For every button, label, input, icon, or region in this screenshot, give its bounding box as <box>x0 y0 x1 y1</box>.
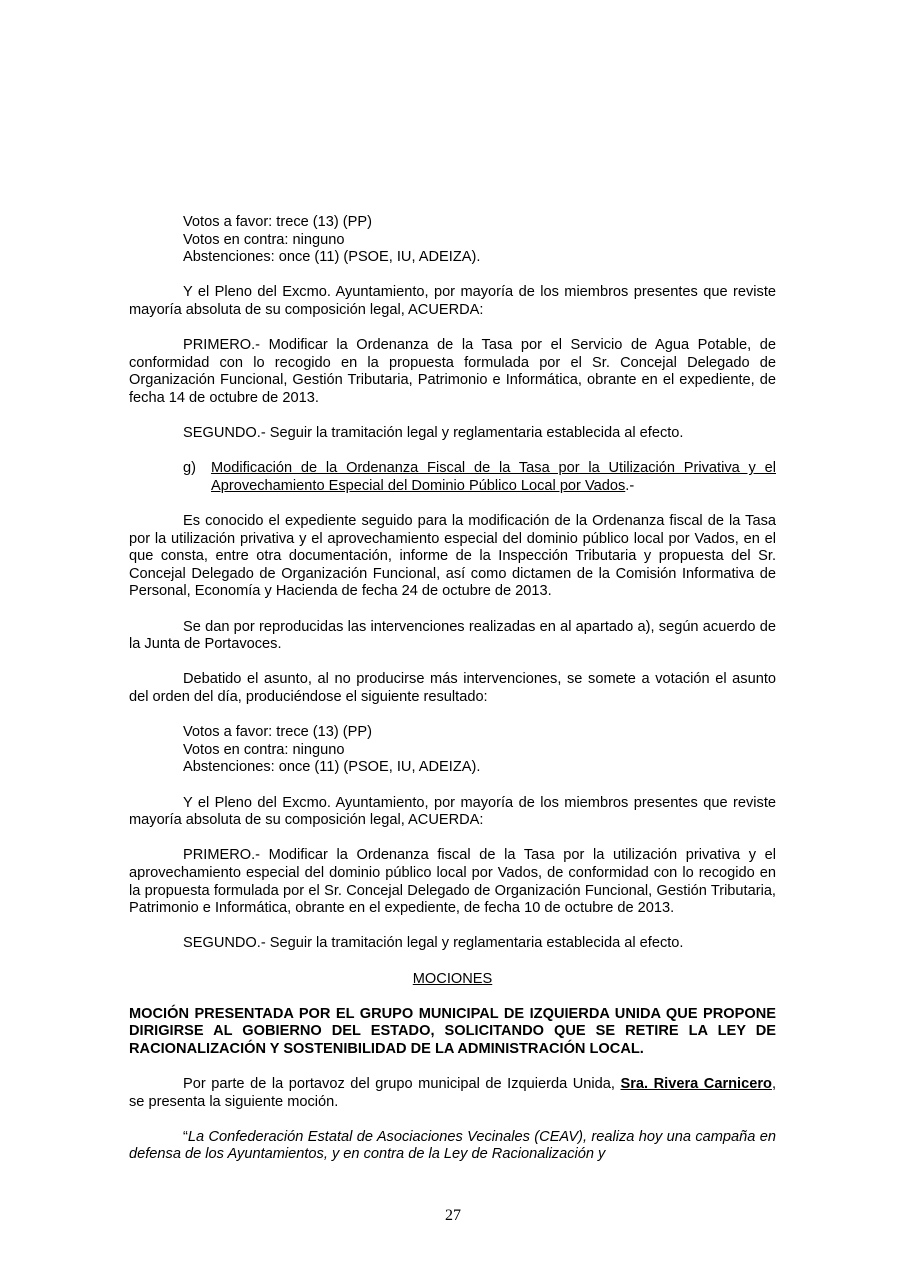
pleno-paragraph-1: Y el Pleno del Excmo. Ayuntamiento, por mayoría de los miembros presentes que reviste mayoría absoluta de su composición legal, ACUERDA: <box>129 284 776 318</box>
primero-paragraph-1: PRIMERO.- Modificar la Ordenanza de la Tasa por el Servicio de Agua Potable, de conformidad con lo recogido en la propuesta formulada por el Sr. Concejal Delegado de Organización Funcional, Gestión Tributaria, Patrimonio e Informática, obrante en el expediente, de fecha 14 de octubre de 2013. <box>129 337 776 406</box>
pleno-paragraph-2: Y el Pleno del Excmo. Ayuntamiento, por mayoría de los miembros presentes que reviste mayoría absoluta de su composición legal, ACUERDA: <box>129 794 776 829</box>
debatido-paragraph: Debatido el asunto, al no producirse más intervenciones, se somete a votación el asunto del orden del día, produciéndose el siguiente resultado: <box>129 671 776 706</box>
portavoz-paragraph <box>129 1076 776 1111</box>
votes-contra: Votos en contra: ninguno <box>183 231 345 248</box>
conocido-paragraph: Es conocido el expediente seguido para la modificación de la Ordenanza fiscal de la Tasa por la utilización privativa y el aprovechamiento especial del dominio público local por Vados, en el que consta, entre otra documentación, informe de la Inspección Tributaria y propuesta del Sr. Concejal Delegado de Organización Funcional, así como dictamen de la Comisión Informativa de Personal, Economía y Hacienda de fecha 24 de octubre de 2013. <box>129 513 776 600</box>
item-g-suffix: .- <box>625 477 635 494</box>
mociones-heading-text: MOCIONES <box>412 970 493 987</box>
votes-block-1 <box>183 214 776 267</box>
portavoz-name: Sra. Rivera Carnicero <box>620 1076 772 1093</box>
item-g <box>129 460 776 495</box>
reproducidas-paragraph: Se dan por reproducidas las intervenciones realizadas en al apartado a), según acuerdo de la Junta de Portavoces. <box>129 618 776 653</box>
primero-paragraph-2: PRIMERO.- Modificar la Ordenanza fiscal de la Tasa por la utilización privativa y el aprovechamiento especial del dominio público local por Vados, de conformidad con lo recogido en la propuesta formulada por el Sr. Concejal Delegado de Organización Funcional, Gestión Tributaria, Patrimonio e Informática, obrante en el expediente, de fecha 10 de octubre de 2013. <box>129 847 776 917</box>
votes-block-2 <box>183 724 776 777</box>
quote-open-mark: “ <box>183 1128 188 1145</box>
item-g-marker: g) <box>183 460 196 477</box>
mocion-title: MOCIÓN PRESENTADA POR EL GRUPO MUNICIPAL DE IZQUIERDA UNIDA QUE PROPONE DIRIGIRSE AL GOBIERNO DEL ESTADO, SOLICITANDO QUE SE RETIRE LA LEY DE RACIONALIZACIÓN Y SOSTENIBILIDAD DE LA ADMINISTRACIÓN LOCAL. <box>129 1005 776 1057</box>
votes-abstenciones: Abstenciones: once (11) (PSOE, IU, ADEIZA). <box>183 249 481 266</box>
item-g-title: Modificación de la Ordenanza Fiscal de la Tasa por la Utilización Privativa y el Aprovechamiento Especial del Dominio Público Local por Vados <box>211 460 776 494</box>
segundo-paragraph-1: SEGUNDO.- Seguir la tramitación legal y reglamentaria establecida al efecto. <box>183 425 684 442</box>
mociones-heading <box>129 971 776 989</box>
votes-abstenciones: Abstenciones: once (11) (PSOE, IU, ADEIZA). <box>183 759 481 776</box>
votes-contra: Votos en contra: ninguno <box>183 741 345 758</box>
segundo-paragraph-2: SEGUNDO.- Seguir la tramitación legal y reglamentaria establecida al efecto. <box>183 935 684 952</box>
quote-text: La Confederación Estatal de Asociaciones Vecinales (CEAV), realiza hoy una campaña en defensa de los Ayuntamientos, y en contra de la Ley de Racionalización y <box>129 1128 776 1163</box>
portavoz-before: Por parte de la portavoz del grupo municipal de Izquierda Unida, <box>183 1076 621 1093</box>
quote-paragraph <box>129 1129 776 1164</box>
portavoz-after: , se presenta la siguiente moción. <box>129 1076 776 1110</box>
votes-favor: Votos a favor: trece (13) (PP) <box>183 724 372 741</box>
votes-favor: Votos a favor: trece (13) (PP) <box>183 214 372 230</box>
page-number: 27 <box>445 1207 461 1224</box>
document-body <box>129 214 776 1182</box>
